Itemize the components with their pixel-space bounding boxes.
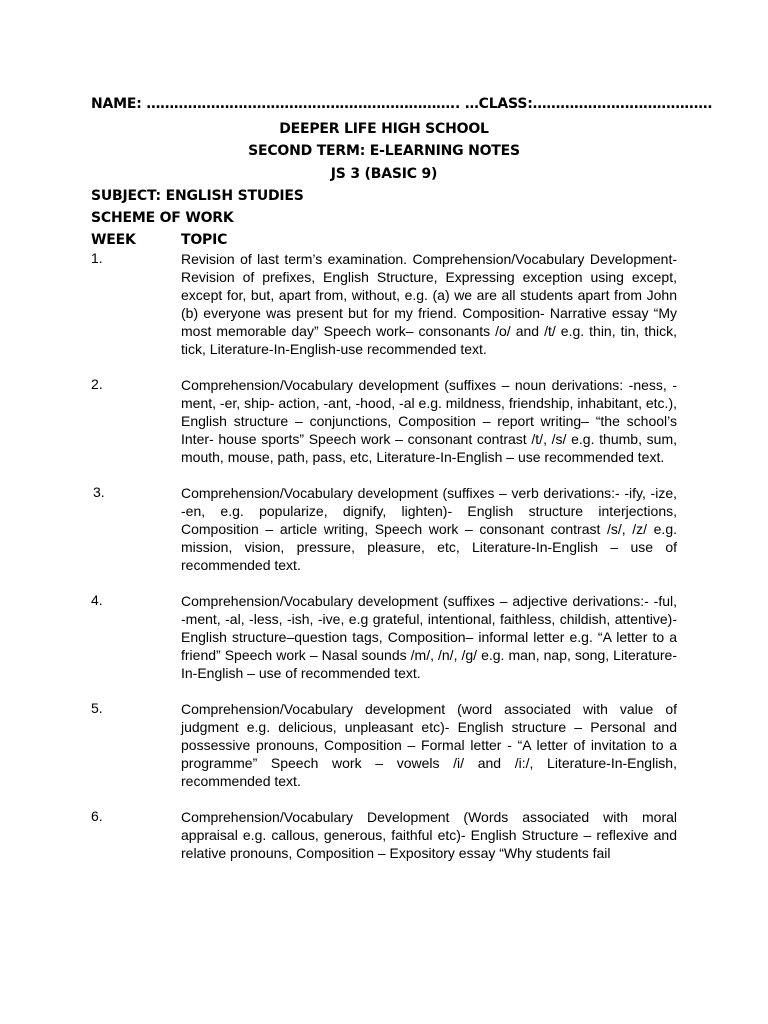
week-topic: Comprehension/Vocabulary development (word associated with value of judgment e.g. delicious, unpleasant etc)- English structure – Personal and possessive pronouns, Composition – Formal letter - “A letter of invitation to a programme” Speech work – vowels /i/ and /i:/, Literature-In-English, recommended text. (181, 701, 677, 789)
week-entry (0, 250, 768, 358)
scheme-heading: SCHEME OF WORK (91, 210, 234, 226)
entry-spacer (0, 466, 768, 484)
week-entry (0, 592, 768, 682)
entry-spacer (0, 358, 768, 376)
week-entry (0, 808, 768, 862)
week-topic: Comprehension/Vocabulary development (suffixes – adjective derivations:- -ful, -ment, -al, -less, -ish, -ive, e.g grateful, intentional, faithless, childish, attentive)- English structure–question tags, Composition– informal letter e.g. “A letter to a friend” Speech work – Nasal sounds /m/, /n/, /g/ e.g. man, nap, song, Literature-In-English – use of recommended text. (181, 593, 677, 681)
week-number: 1. (91, 250, 103, 266)
week-entry (0, 484, 768, 574)
entry-spacer (0, 682, 768, 700)
name-class-line: NAME: ………………………………………………………….. …CLASS:………………………………… (91, 96, 712, 112)
week-number: 6. (91, 808, 103, 824)
week-number: 5. (91, 700, 103, 716)
scheme-list (0, 250, 768, 862)
subject-heading: SUBJECT: ENGLISH STUDIES (91, 188, 304, 204)
term-title: SECOND TERM: E-LEARNING NOTES (248, 143, 520, 159)
week-column-header: WEEK (91, 232, 136, 248)
school-name: DEEPER LIFE HIGH SCHOOL (279, 121, 489, 137)
week-topic: Comprehension/Vocabulary Development (Words associated with moral appraisal e.g. callous, generous, faithful etc)- English Structure – reflexive and relative pronouns, Composition – Expository essay “Why students fail (181, 809, 677, 861)
week-number: 4. (91, 592, 103, 608)
week-topic: Comprehension/Vocabulary development (suffixes – verb derivations:- -ify, -ize, -en, e.g. popularize, dignify, lighten)- English structure interjections, Composition – article writing, Speech work – consonant contrast /s/, /z/ e.g. mission, vision, pressure, pleasure, etc, Literature-In-English – use of recommended text. (181, 485, 677, 573)
entry-spacer (0, 790, 768, 808)
week-topic: Revision of last term’s examination. Comprehension/Vocabulary Development- Revision of prefixes, English Structure, Expressing exception using except, except for, but, apart from, without, e.g. (a) we are all students apart from John (b) everyone was present but for my friend. Composition- Narrative essay “My most memorable day” Speech work– consonants /o/ and /t/ e.g. thin, tin, thick, tick, Literature-In-English-use recommended text. (181, 251, 677, 357)
week-number: 2. (91, 376, 103, 392)
week-entry (0, 700, 768, 790)
topic-column-header: TOPIC (181, 232, 228, 248)
week-number: 3. (93, 484, 105, 500)
week-topic: Comprehension/Vocabulary development (suffixes – noun derivations: -ness, -ment, -er, ship- action, -ant, -hood, -al e.g. mildness, friendship, inhabitant, etc.), English structure – conjunctions, Composition – report writing– “the school’s Inter- house sports” Speech work – consonant contrast /t/, /s/ e.g. thumb, sum, mouth, mouse, path, pass, etc, Literature-In-English – use recommended text. (181, 377, 677, 465)
class-level: JS 3 (BASIC 9) (330, 166, 438, 182)
week-entry (0, 376, 768, 466)
entry-spacer (0, 574, 768, 592)
